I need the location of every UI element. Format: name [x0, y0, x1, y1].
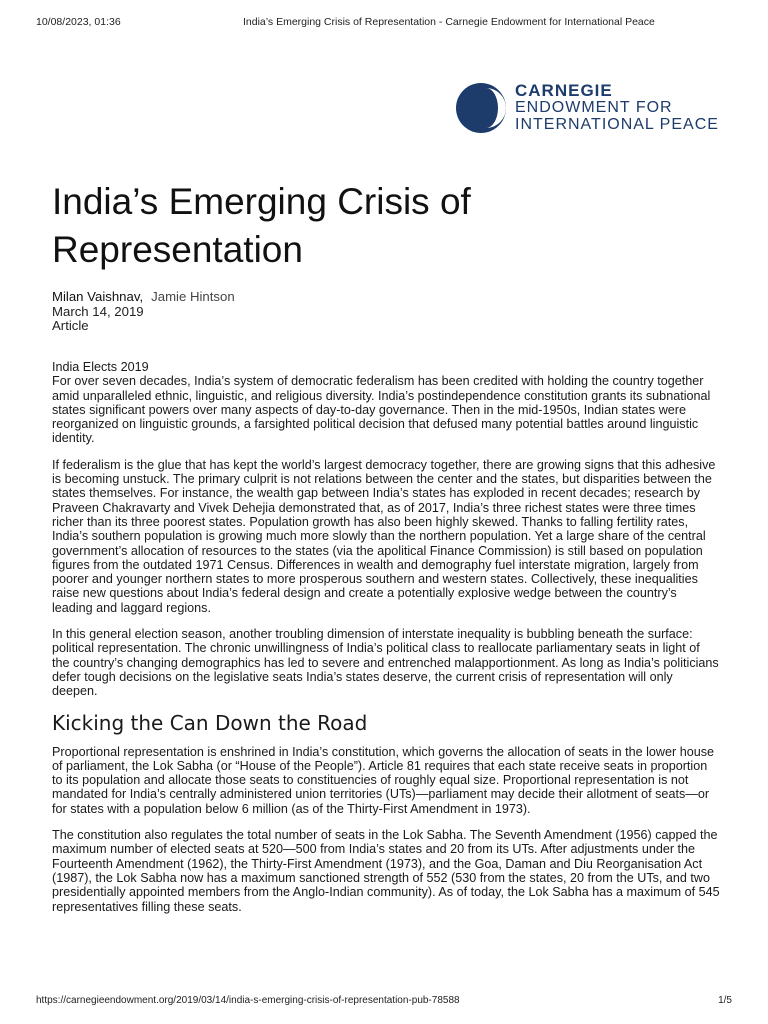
section-heading: Kicking the Can Down the Road	[52, 710, 368, 735]
carnegie-logo-icon	[455, 82, 507, 134]
article-body	[52, 360, 720, 926]
paragraph: In this general election season, another troubling dimension of interstate inequality is bubbling beneath the surface: political representation. The chronic unwillingness of India’s political class to reallocate parliamentary seats in light of the country’s changing demographics has led to severe and entrenched malapportionment. As long as India’s politicians defer tough decisions on the legislative seats India’s states deserve, the current crisis of representation will only deepen.	[52, 627, 719, 699]
author-link-1[interactable]: Milan Vaishnav,	[52, 289, 144, 304]
paragraph: For over seven decades, India’s system of democratic federalism has been credited with holding the country together amid unparalleled ethnic, linguistic, and religious diversity. India’s postindependence constitution grants its subnational states significant powers over many aspects of day-to-day governance. Then in the mid-1950s, Indian states were reorganized on linguistic grounds, a farsighted political decision that defused many potential battles around linguistic identity.	[52, 374, 711, 446]
author-link-2[interactable]: Jamie Hintson	[151, 289, 235, 304]
print-header	[36, 16, 732, 30]
page-number: 1/5	[718, 995, 732, 1006]
article-meta	[52, 290, 235, 334]
print-footer	[36, 995, 732, 1009]
article-title: India’s Emerging Crisis of Representation	[52, 181, 471, 270]
print-page-title: India’s Emerging Crisis of Representation - Carnegie Endowment for International Peace	[243, 16, 655, 28]
logo-line-2: ENDOWMENT FOR	[515, 99, 673, 116]
logo-line-3: INTERNATIONAL PEACE	[515, 116, 719, 133]
article-type: Article	[52, 318, 89, 333]
article-date: March 14, 2019	[52, 303, 144, 319]
paragraph: If federalism is the glue that has kept the world’s largest democracy together, there are growing signs that this adhesive is becoming unstuck. The primary culprit is not relations between the center and the states, but disparities between the states themselves. For instance, the wealth gap between India’s states has exploded in recent decades; research by Praveen Chakravarty and Vivek Dehejia demonstrated that, as of 2017, India’s three richest states were three times richer than its three poorest states. Population growth has also been highly skewed. Thanks to falling fertility rates, India’s southern population is growing much more slowly than the northern population. Yet a large share of the central government’s allocation of resources to the states (via the apolitical Finance Commission) is still based on population figures from the outdated 1971 Census. Differences in wealth and demography fuel interstate migration, largely from poorer and younger northern states to more prosperous southern and western states. Collectively, these inequalities raise new questions about India’s federal design and create a potentially explosive wedge between the country’s leading and laggard regions.	[52, 457, 716, 615]
carnegie-logo[interactable]	[455, 82, 745, 134]
print-timestamp: 10/08/2023, 01:36	[36, 16, 121, 28]
paragraph: Proportional representation is enshrined in India’s constitution, which governs the allocation of seats in the lower house of parliament, the Lok Sabha (or “House of the People”). Article 81 requires that each state receive seats in proportion to its population and allocate those seats to constituencies of roughly equal size. Proportional representation is not mandated for India’s centrally administered union territories (UTs)—parliament may decide their allotment of seats—or for states with a population below 6 million (as of the Thirty-First Amendment in 1973).	[52, 744, 715, 816]
logo-line-1: CARNEGIE	[515, 81, 613, 100]
author-line	[52, 290, 235, 305]
paragraph: The constitution also regulates the total number of seats in the Lok Sabha. The Seventh Amendment (1956) capped the maximum number of elected seats at 520—500 from India’s states and 20 from its UTs. After adjustments under the Fourteenth Amendment (1962), the Thirty-First Amendment (1973), and the Goa, Daman and Diu Reorganisation Act (1987), the Lok Sabha now has a maximum sanctioned strength of 552 (530 from the states, 20 from the UTs, and two presidentially appointed members from the Anglo-Indian community). As of today, the Lok Sabha has a maximum of 545 representatives filling these seats.	[52, 828, 720, 914]
logo-text	[515, 82, 719, 133]
print-url[interactable]: https://carnegieendowment.org/2019/03/14/india-s-emerging-crisis-of-representation-pub-78588	[36, 995, 460, 1006]
series-label[interactable]: India Elects 2019	[52, 360, 149, 374]
